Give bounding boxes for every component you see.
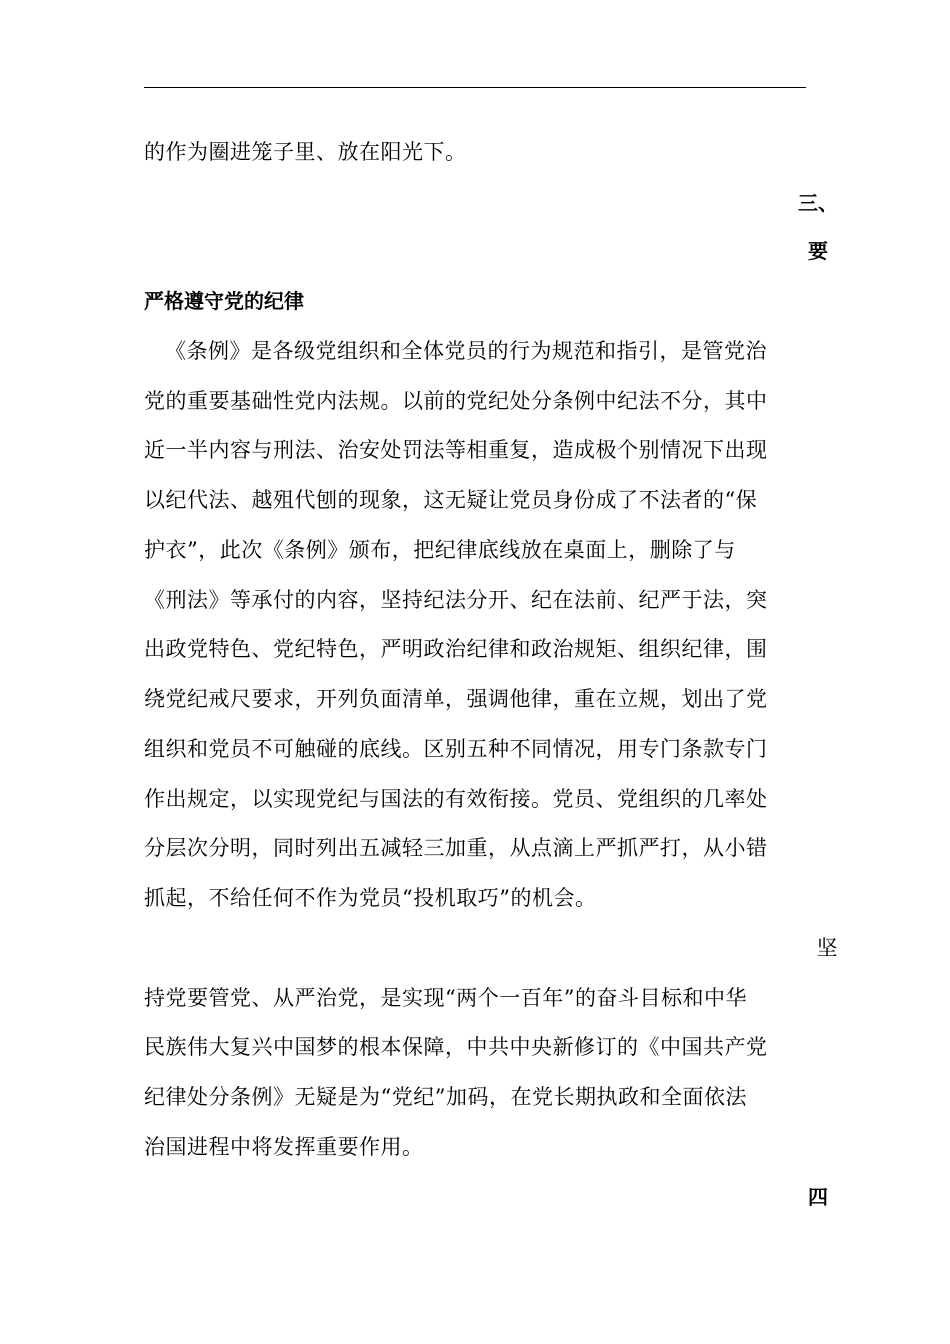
paragraph-line: 绕党纪戒尺要求，开列负面清单，强调他律，重在立规，划出了党: [144, 687, 768, 711]
paragraph-line: 治国进程中将发挥重要作用。: [144, 1135, 424, 1159]
paragraph-line: 组织和党员不可触碰的底线。区别五种不同情况，用专门条款专门: [144, 737, 768, 761]
paragraph-line: 持党要管党、从严治党，是实现“两个一百年”的奋斗目标和中华: [144, 986, 747, 1010]
section-three-heading: 严格遵守党的纪律: [144, 289, 304, 313]
paragraph-line: 纪律处分条例》无疑是为“党纪”加码，在党长期执政和全面依法: [144, 1085, 747, 1109]
paragraph-line: 党的重要基础性党内法规。以前的党纪处分条例中纪法不分，其中: [144, 389, 768, 413]
paragraph-line: 抓起，不给任何不作为党员“投机取巧”的机会。: [144, 886, 597, 910]
paragraph-line: 《条例》是各级党组织和全体党员的行为规范和指引，是管党治: [165, 339, 767, 363]
section-four-numeral: 四: [808, 1185, 828, 1209]
section-three-first-char: 要: [808, 239, 828, 263]
paragraph-line: 以纪代法、越殂代刨的现象，这无疑让党员身份成了不法者的“保: [144, 488, 758, 512]
continuation-line: 的作为圈进笼子里、放在阳光下。: [144, 140, 467, 164]
paragraph-line: 分层次分明，同时列出五减轻三加重，从点滴上严抓严打，从小错: [144, 836, 768, 860]
paragraph-two-first-char: 坚: [816, 936, 838, 960]
paragraph-line: 护衣”，此次《条例》颁布，把纪律底线放在桌面上，删除了与: [144, 538, 736, 562]
paragraph-line: 《刑法》等承付的内容，坚持纪法分开、纪在法前、纪严于法，突: [144, 588, 768, 612]
paragraph-line: 近一半内容与刑法、治安处罚法等相重复，造成极个别情况下出现: [144, 438, 768, 462]
paragraph-line: 出政党特色、党纪特色，严明政治纪律和政治规矩、组织纪律，围: [144, 637, 768, 661]
header-rule: [144, 87, 806, 88]
section-three-numeral: 三、: [798, 191, 838, 215]
paragraph-line: 民族伟大复兴中国梦的根本保障，中共中央新修订的《中国共产党: [144, 1035, 768, 1059]
paragraph-line: 作出规定，以实现党纪与国法的有效衔接。党员、党组织的几率处: [144, 787, 768, 811]
